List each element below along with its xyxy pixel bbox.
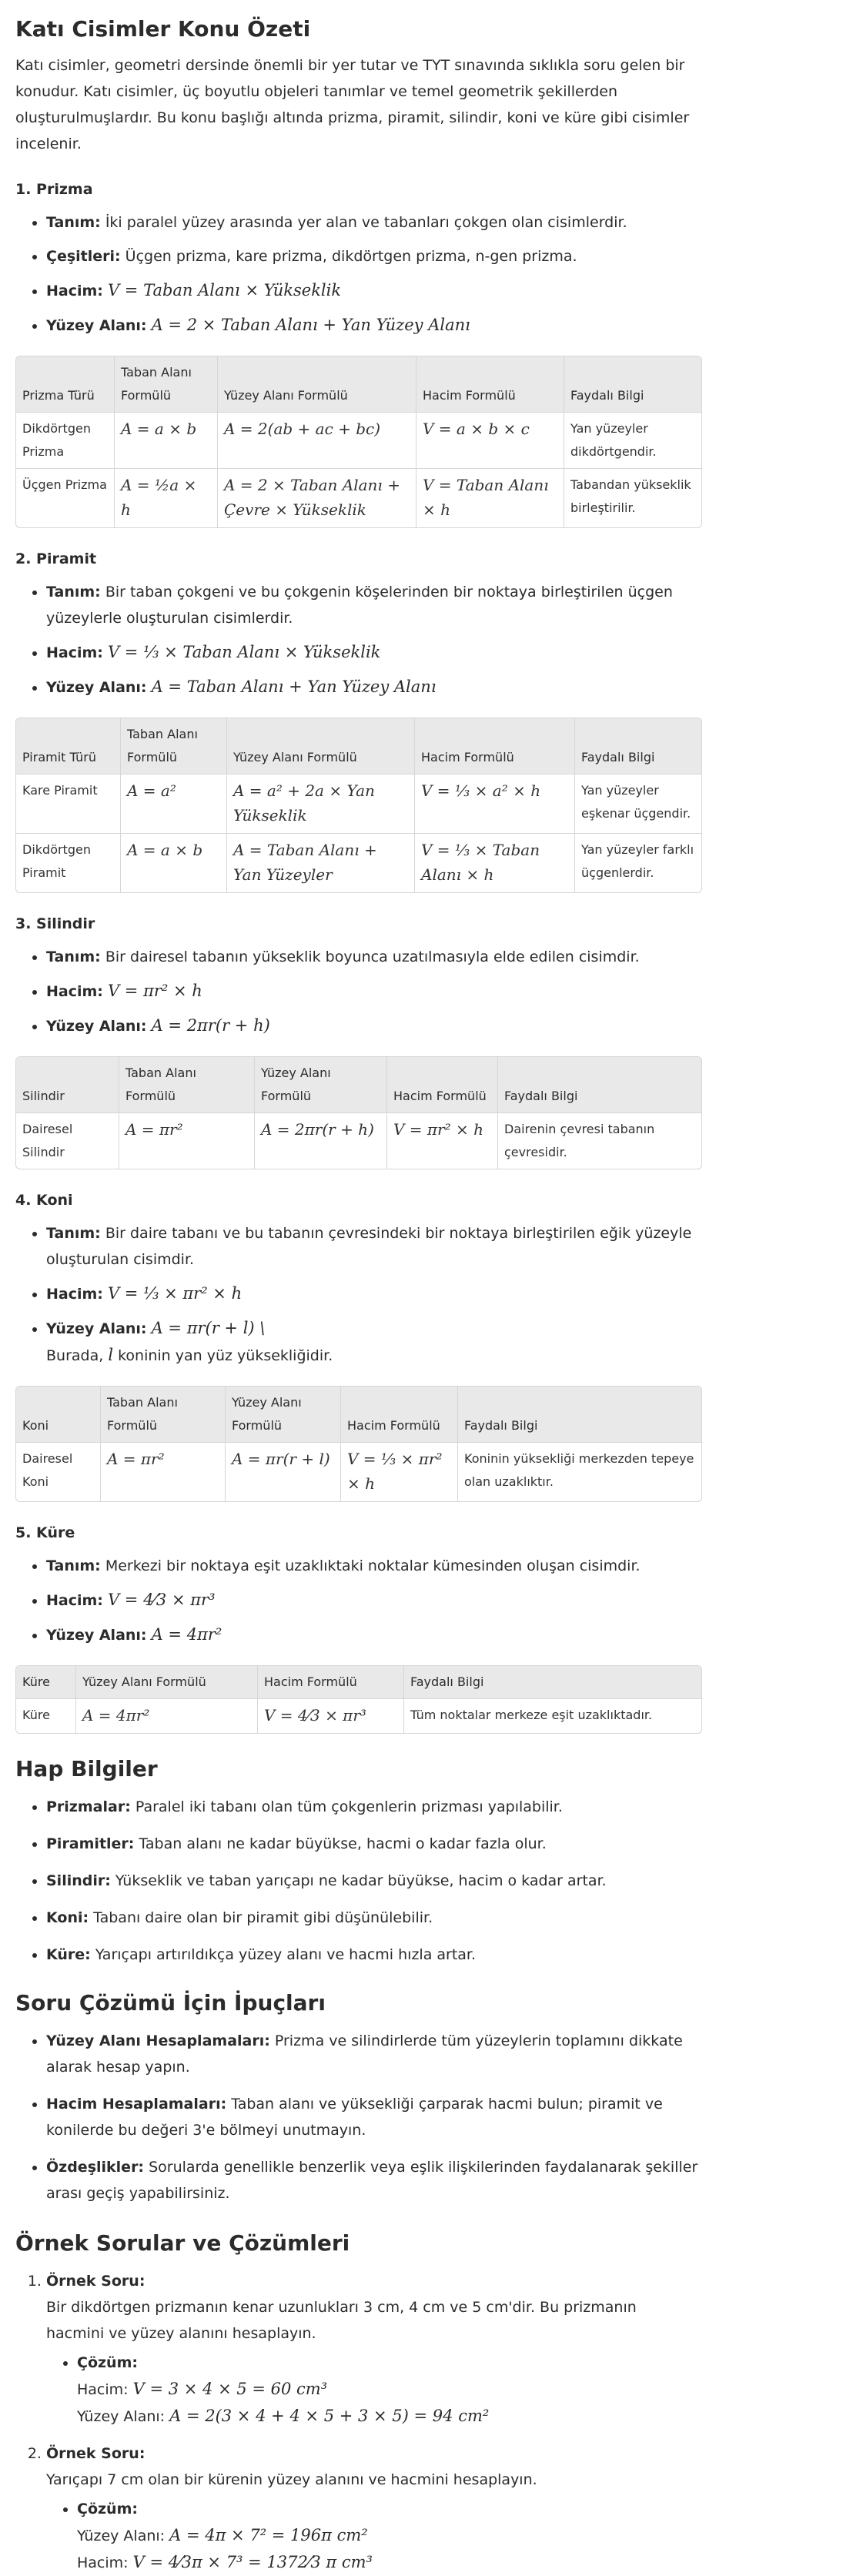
hap-list	[15, 1794, 838, 1968]
koni-bullets	[15, 1220, 838, 1369]
list-item: • Tanım: Bir daire tabanı ve bu tabanın çevresindeki bir noktaya birleştirilen eğik yüzeyle oluşturulan cisimdir.	[46, 1220, 708, 1273]
column-header: Hacim Formülü	[387, 1057, 498, 1113]
table-cell: Tabandan yükseklik birleştirilir.	[570, 477, 691, 515]
table-cell: A = ½a × h	[115, 469, 218, 527]
table-cell: A = 4πr²	[76, 1699, 258, 1733]
table-cell: V = ⅓ × Taban Alanı × h	[415, 834, 575, 892]
formula: A = 2(3 × 4 + 4 × 5 + 3 × 5) = 94 cm²	[169, 2407, 490, 2425]
column-header: Prizma Türü	[16, 356, 115, 413]
table-cell: V = Taban Alanı × h	[416, 469, 564, 527]
list-item: • Yüzey Alanı: A = 2πr(r + h)	[46, 1012, 838, 1039]
section-prizma	[15, 177, 838, 528]
section-ipuclari	[15, 1988, 838, 2206]
list-item: • Silindir: Yükseklik ve taban yarıçapı ne kadar büyükse, hacim o kadar artar.	[46, 1868, 838, 1894]
section-kure	[15, 1521, 838, 1734]
table-cell: V = ⅓ × πr² × h	[341, 1443, 458, 1501]
table-cell: Dairenin çevresi tabanın çevresidir.	[504, 1122, 655, 1159]
formula: V = πr² × h	[107, 982, 202, 1000]
section-piramit	[15, 547, 838, 893]
question-text: Bir dikdörtgen prizmanın kenar uzunlukları 3 cm, 4 cm ve 5 cm'dir. Bu prizmanın hacmini ve yüzey alanını hesaplayın.	[46, 2299, 637, 2342]
table-row	[16, 469, 701, 527]
column-header: Faydalı Bilgi	[498, 1057, 701, 1113]
list-item: • Küre: Yarıçapı artırıldıkça yüzey alanı ve hacmi hızla artar.	[46, 1942, 838, 1968]
table-row	[16, 1443, 701, 1501]
table-cell: A = πr²	[101, 1443, 226, 1501]
list-item: • Yüzey Alanı: A = πr(r + l) \ Burada, l koninin yan yüz yüksekliğidir.	[46, 1315, 838, 1369]
table-cell: Üçgen Prizma	[16, 469, 115, 527]
table-cell: Yan yüzeyler dikdörtgendir.	[564, 413, 701, 469]
table-cell: Koninin yüksekliği merkezden tepeye olan uzaklıktır.	[464, 1451, 694, 1489]
piramit-bullets	[15, 579, 838, 701]
list-item: • Koni: Tabanı daire olan bir piramit gibi düşünülebilir.	[46, 1905, 838, 1931]
example-item: 1. Örnek Soru: Bir dikdörtgen prizmanın kenar uzunlukları 3 cm, 4 cm ve 5 cm'dir. Bu prizmanın hacmini ve yüzey alanını hesaplayın. • Çözüm: Hacim: V = 3 × 4 × 5 = 60 cm³ Yüzey Alanı: A = 2(3 × 4 + 4 × 5 + 3 × 5) = 94 cm²	[46, 2268, 838, 2430]
table-cell: Yan yüzeyler farklı üçgenlerdir.	[581, 842, 694, 880]
table-row	[16, 413, 701, 469]
section-ornek-sorular	[15, 2228, 838, 2576]
table-cell: Dairesel Koni	[16, 1443, 101, 1501]
column-header: Faydalı Bilgi	[404, 1666, 701, 1699]
column-header: Yüzey Alanı Formülü	[218, 356, 416, 413]
solution: • Çözüm: Yüzey Alanı: A = 4π × 7² = 196π cm² Hacim: V = 4⁄3π × 7³ = 1372⁄3 π cm³	[77, 2496, 838, 2576]
column-header: Hacim Formülü	[341, 1387, 458, 1443]
section-heading: 4. Koni	[15, 1192, 73, 1209]
table-cell: V = a × b × c	[416, 413, 564, 469]
table-header-row	[16, 356, 701, 413]
list-item: • Hacim Hesaplamaları: Taban alanı ve yüksekliği çarparak hacmi bulun; piramit ve konilerde bu değeri 3'e bölmeyi unutmayın.	[46, 2091, 701, 2143]
section-heading: 5. Küre	[15, 1524, 75, 1541]
table-cell: Tüm noktalar merkeze eşit uzaklıktadır.	[410, 1708, 653, 1722]
list-item: • Hacim: V = πr² × h	[46, 978, 838, 1005]
table-cell: Dikdörtgen Piramit	[16, 834, 121, 892]
table-cell: A = a × b	[115, 413, 218, 469]
silindir-table	[15, 1056, 702, 1169]
table-cell: A = a²	[121, 774, 227, 834]
column-header: Yüzey Alanı Formülü	[226, 1387, 341, 1443]
formula: V = Taban Alanı × Yükseklik	[107, 281, 342, 299]
list-item: • Çeşitleri: Üçgen prizma, kare prizma, dikdörtgen prizma, n-gen prizma.	[46, 243, 838, 269]
formula: A = 2 × Taban Alanı + Yan Yüzey Alanı	[151, 316, 470, 334]
table-cell: A = πr(r + l)	[226, 1443, 341, 1501]
section-heading: Örnek Sorular ve Çözümleri	[15, 2230, 350, 2256]
list-item: • Prizmalar: Paralel iki tabanı olan tüm çokgenlerin prizması yapılabilir.	[46, 1794, 838, 1820]
list-item: • Hacim: V = Taban Alanı × Yükseklik	[46, 277, 838, 304]
formula: A = πr(r + l) \	[151, 1319, 266, 1337]
column-header: Taban Alanı Formülü	[119, 1057, 255, 1113]
table-cell: A = 2(ab + ac + bc)	[218, 413, 416, 469]
kure-bullets	[15, 1553, 838, 1648]
section-heading: 3. Silindir	[15, 915, 95, 932]
table-header-row	[16, 718, 701, 774]
formula: V = ⅓ × Taban Alanı × Yükseklik	[107, 643, 381, 661]
section-koni	[15, 1188, 838, 1502]
section-heading: 2. Piramit	[15, 550, 97, 567]
section-silindir	[15, 912, 838, 1169]
question-text: Yarıçapı 7 cm olan bir kürenin yüzey alanını ve hacmini hesaplayın.	[46, 2471, 537, 2488]
list-item: • Yüzey Alanı: A = Taban Alanı + Yan Yüzey Alanı	[46, 674, 838, 701]
formula: A = 4π × 7² = 196π cm²	[169, 2526, 368, 2544]
column-header: Hacim Formülü	[416, 356, 564, 413]
table-cell: Küre	[16, 1699, 76, 1733]
list-item: • Hacim: V = ⅓ × πr² × h	[46, 1280, 838, 1307]
list-item: • Yüzey Alanı: A = 2 × Taban Alanı + Yan Yüzey Alanı	[46, 312, 838, 339]
column-header: Hacim Formülü	[258, 1666, 404, 1699]
table-row	[16, 774, 701, 834]
column-header: Faydalı Bilgi	[575, 718, 701, 774]
table-cell: V = 4⁄3 × πr³	[258, 1699, 404, 1733]
table-cell: A = 2πr(r + h)	[255, 1113, 387, 1169]
column-header: Faydalı Bilgi	[458, 1387, 701, 1443]
column-header: Koni	[16, 1387, 101, 1443]
solution: • Çözüm: Hacim: V = 3 × 4 × 5 = 60 cm³ Yüzey Alanı: A = 2(3 × 4 + 4 × 5 + 3 × 5) = 94 cm²	[77, 2350, 838, 2430]
column-header: Yüzey Alanı Formülü	[76, 1666, 258, 1699]
column-header: Taban Alanı Formülü	[121, 718, 227, 774]
column-header: Küre	[16, 1666, 76, 1699]
silindir-bullets	[15, 944, 838, 1039]
table-row	[16, 834, 701, 892]
table-cell: A = a × b	[121, 834, 227, 892]
list-item: • Piramitler: Taban alanı ne kadar büyükse, hacmi o kadar fazla olur.	[46, 1831, 838, 1857]
table-cell: Dikdörtgen Prizma	[16, 413, 115, 469]
table-cell: A = 2 × Taban Alanı + Çevre × Yükseklik	[218, 469, 416, 527]
table-row	[16, 1113, 701, 1169]
list-item: • Tanım: Merkezi bir noktaya eşit uzaklıktaki noktalar kümesinden oluşan cisimdir.	[46, 1553, 838, 1579]
list-item: • Tanım: Bir dairesel tabanın yükseklik boyunca uzatılmasıyla elde edilen cisimdir.	[46, 944, 838, 970]
section-heading: Soru Çözümü İçin İpuçları	[15, 1990, 326, 2016]
list-item: • Tanım: İki paralel yüzey arasında yer alan ve tabanları çokgen olan cisimlerdir.	[46, 209, 838, 236]
list-item: • Hacim: V = ⅓ × Taban Alanı × Yükseklik	[46, 639, 838, 666]
formula: V = ⅓ × πr² × h	[107, 1284, 243, 1303]
formula: A = 4πr²	[151, 1625, 222, 1644]
table-cell: Kare Piramit	[16, 774, 121, 834]
section-heading: 1. Prizma	[15, 181, 93, 198]
formula: V = 4⁄3 × πr³	[107, 1591, 216, 1609]
column-header: Yüzey Alanı Formülü	[227, 718, 415, 774]
prizma-bullets	[15, 209, 838, 339]
page-title: Katı Cisimler Konu Özeti	[15, 16, 311, 42]
prizma-table	[15, 356, 702, 528]
list-item: • Yüzey Alanı: A = 4πr²	[46, 1621, 838, 1648]
section-hap-bilgiler	[15, 1754, 838, 1968]
table-cell: Dairesel Silindir	[16, 1113, 119, 1169]
kure-table	[15, 1665, 702, 1734]
column-header: Faydalı Bilgi	[564, 356, 701, 413]
column-header: Silindir	[16, 1057, 119, 1113]
list-item: • Hacim: V = 4⁄3 × πr³	[46, 1587, 838, 1614]
section-heading: Hap Bilgiler	[15, 1756, 158, 1781]
example-list	[15, 2268, 838, 2576]
formula: A = 2πr(r + h)	[151, 1016, 270, 1035]
column-header: Taban Alanı Formülü	[101, 1387, 226, 1443]
formula: A = Taban Alanı + Yan Yüzey Alanı	[151, 677, 437, 696]
koni-table	[15, 1386, 702, 1502]
table-cell: A = Taban Alanı + Yan Yüzeyler	[227, 834, 415, 892]
table-cell: Yan yüzeyler eşkenar üçgendir.	[575, 774, 701, 834]
table-row	[16, 1699, 701, 1733]
list-item: • Yüzey Alanı Hesaplamaları: Prizma ve silindirlerde tüm yüzeylerin toplamını dikkate alarak hesap yapın.	[46, 2028, 716, 2080]
column-header: Taban Alanı Formülü	[115, 356, 218, 413]
table-header-row	[16, 1057, 701, 1113]
list-item: • Özdeşlikler: Sorularda genellikle benzerlik veya eşlik ilişkilerinden faydalanarak şekiller arası geçiş yapabilirsiniz.	[46, 2154, 701, 2206]
table-cell: A = a² + 2a × Yan Yükseklik	[227, 774, 415, 834]
example-item: 2. Örnek Soru: Yarıçapı 7 cm olan bir kürenin yüzey alanını ve hacmini hesaplayın. • Çözüm: Yüzey Alanı: A = 4π × 7² = 196π cm² Hacim: V = 4⁄3π × 7³ = 1372⁄3 π cm³	[46, 2441, 838, 2576]
table-header-row	[16, 1666, 701, 1699]
table-header-row	[16, 1387, 701, 1443]
formula: V = 4⁄3π × 7³ = 1372⁄3 π cm³	[132, 2553, 373, 2571]
list-item: • Tanım: Bir taban çokgeni ve bu çokgenin köşelerinden bir noktaya birleştirilen üçgen yüzeylerle oluşturulan cisimlerdir.	[46, 579, 708, 631]
table-cell: V = ⅓ × a² × h	[415, 774, 575, 834]
column-header: Yüzey Alanı Formülü	[255, 1057, 387, 1113]
piramit-table	[15, 718, 702, 893]
table-cell: V = πr² × h	[387, 1113, 498, 1169]
column-header: Hacim Formülü	[415, 718, 575, 774]
table-cell: A = πr²	[119, 1113, 255, 1169]
column-header: Piramit Türü	[16, 718, 121, 774]
ipuclari-list	[15, 2028, 838, 2206]
intro-paragraph: Katı cisimler, geometri dersinde önemli bir yer tutar ve TYT sınavında sıklıkla soru gelen bir konudur. Katı cisimler, üç boyutlu objeleri tanımlar ve temel geometrik şekillerden oluşturulmuşlardır. Bu konu başlığı altında prizma, piramit, silindir, koni ve küre gibi cisimler incelenir.	[15, 57, 690, 152]
formula: V = 3 × 4 × 5 = 60 cm³	[132, 2380, 328, 2398]
